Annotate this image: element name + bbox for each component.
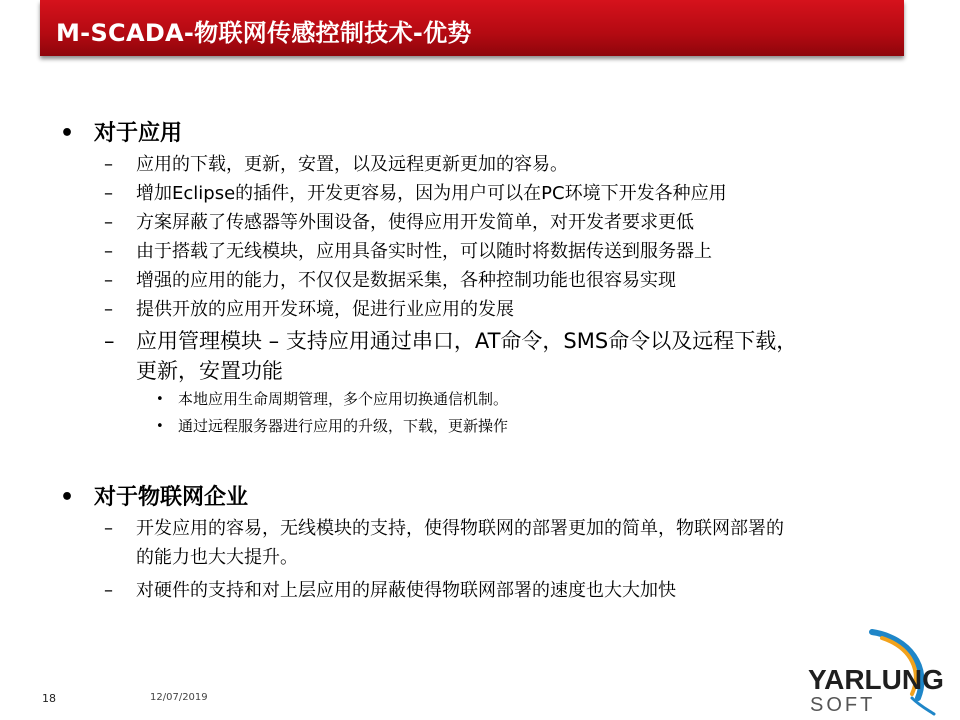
bullet-icon: • — [156, 419, 164, 434]
title-bar — [40, 0, 904, 56]
list-item: – 增强的应用的能力，不仅仅是数据采集，各种控制功能也很容易实现 — [56, 266, 926, 295]
dash-icon: – — [104, 329, 115, 353]
dash-icon: – — [104, 212, 113, 233]
bullet-icon: • — [60, 485, 75, 510]
sub-list-item: • 通过远程服务器进行应用的升级，下载，更新操作 — [56, 413, 926, 440]
page-number: 18 — [42, 692, 56, 705]
slide-title: M-SCADA-物联网传感控制技术-优势 — [56, 19, 472, 47]
dash-icon: – — [104, 183, 113, 204]
list-item: – 由于搭载了无线模块，应用具备实时性，可以随时将数据传送到服务器上 — [56, 237, 926, 266]
bullet-icon: • — [156, 392, 164, 407]
bullet-icon: • — [60, 121, 75, 146]
list-item: – 开发应用的容易，无线模块的支持，使得物联网的部署更加的简单，物联网部署的 的能力也大大提升。 — [56, 514, 926, 572]
section-heading: • 对于应用 — [56, 118, 926, 150]
company-logo — [800, 628, 944, 718]
list-item: – 方案屏蔽了传感器等外围设备，使得应用开发简单，对开发者要求更低 — [56, 208, 926, 237]
dash-icon: – — [104, 154, 113, 175]
list-item: – 应用的下载，更新，安置，以及远程更新更加的容易。 — [56, 150, 926, 179]
dash-icon: – — [104, 270, 113, 291]
slide-body — [56, 118, 926, 605]
list-item: – 增加Eclipse的插件，开发更容易，因为用户可以在PC环境下开发各种应用 — [56, 179, 926, 208]
dash-icon: – — [104, 580, 113, 601]
section-heading: • 对于物联网企业 — [56, 482, 926, 514]
dash-icon: – — [104, 299, 113, 320]
dash-icon: – — [104, 241, 113, 262]
list-item-major: – 应用管理模块 – 支持应用通过串口，AT命令，SMS命令以及远程下载， 更新，安置功能 — [56, 326, 926, 386]
logo-subtitle: SOFT — [810, 694, 876, 716]
slide-date: 12/07/2019 — [150, 692, 208, 703]
logo-wordmark: YARLUNG — [808, 664, 944, 695]
sub-list-item: • 本地应用生命周期管理，多个应用切换通信机制。 — [56, 386, 926, 413]
dash-icon: – — [104, 518, 113, 539]
list-item: – 对硬件的支持和对上层应用的屏蔽使得物联网部署的速度也大大加快 — [56, 576, 926, 605]
list-item: – 提供开放的应用开发环境，促进行业应用的发展 — [56, 295, 926, 324]
